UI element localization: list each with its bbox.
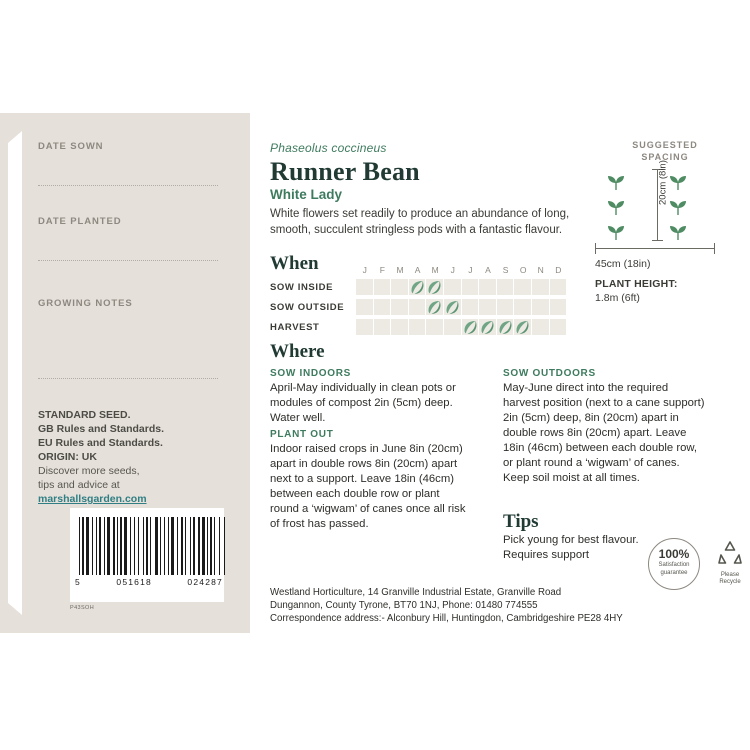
month-letter-1: F [379, 265, 385, 275]
calendar-cell [497, 299, 514, 315]
barcode-product-code: P43SOH [70, 605, 95, 611]
calendar-cell [479, 279, 496, 295]
month-letter-0: J [362, 265, 367, 275]
barcode-bar [92, 517, 93, 575]
plant-height-value: 1.8m (6ft) [595, 292, 640, 304]
legal-origin: ORIGIN: UK [38, 451, 97, 463]
when-heading: When [270, 253, 319, 274]
barcode-bar [168, 517, 169, 575]
vertical-spacing-label: 20cm (8in) [657, 160, 669, 205]
month-letter-3: A [414, 265, 421, 275]
calendar-cell [444, 279, 461, 295]
legal-eu-rules: EU Rules and Standards. [38, 437, 163, 449]
field-line-date-planted [38, 260, 218, 261]
marshalls-website-link[interactable]: marshallsgarden.com [38, 493, 147, 505]
barcode-bars [79, 517, 215, 575]
horizontal-spacing-measure [595, 243, 715, 255]
product-description: White flowers set readily to produce an abundance of long, smooth, succulent stringless pods with a fantastic flavour. [270, 208, 570, 236]
leaf-marker-icon [498, 319, 513, 335]
leaf-marker-icon [427, 299, 442, 315]
sow-indoors-heading: SOW INDOORS [270, 368, 352, 379]
barcode-bar [134, 517, 135, 575]
leaf-marker-icon [480, 319, 495, 335]
recycle-line-1: Please [720, 571, 740, 578]
page-title: Runner Bean [270, 157, 420, 186]
right-panel [250, 113, 750, 633]
guarantee-line-1: Satisfaction [658, 562, 690, 568]
calendar-row-harvest [356, 319, 568, 336]
tips-text: Pick young for best flavour. Requires support [503, 534, 639, 561]
recycle-line-2: Recycle [719, 579, 741, 585]
tips-heading: Tips [503, 511, 539, 532]
legal-discover-1: Discover more seeds, [38, 465, 140, 477]
barcode-bar [124, 517, 127, 575]
calendar-cell [374, 299, 391, 315]
barcode-bar [146, 517, 148, 575]
calendar-cell [444, 299, 461, 315]
barcode-bar [171, 517, 174, 575]
month-letter-5: J [450, 265, 455, 275]
barcode-bar [160, 517, 161, 575]
barcode-bar [113, 517, 115, 575]
calendar-cell [409, 279, 426, 295]
plant-out-text: Indoor raised crops in June 8in (20cm) apart in double rows 8in (20cm) apart next to a support. Leave 18in (46cm) between each double row or plant round a ‘wigwam’ of canes once all risk of frost has passed. [270, 443, 466, 530]
calendar-cell [532, 279, 549, 295]
calendar-cell [514, 279, 531, 295]
horizontal-measure-cap-left [595, 243, 596, 254]
leaf-marker-icon [427, 279, 442, 295]
barcode-bar [224, 517, 225, 575]
recycle-badge [706, 538, 750, 587]
barcode-bar [82, 517, 84, 575]
month-letter-11: D [555, 265, 562, 275]
spacing-heading-line1: SUGGESTED [632, 140, 698, 150]
plant-out-heading: PLANT OUT [270, 429, 334, 440]
barcode-bar [210, 517, 212, 575]
barcode-bar [214, 517, 215, 575]
calendar-cell [426, 319, 443, 335]
calendar-cell [391, 279, 408, 295]
barcode-bar [138, 517, 139, 575]
calendar-cell [479, 319, 496, 335]
barcode-bar [219, 517, 220, 575]
left-panel [0, 113, 250, 633]
panel-notch-shape [0, 113, 22, 633]
calendar-cell [462, 319, 479, 335]
barcode-bar [107, 517, 110, 575]
barcode-bar [117, 517, 118, 575]
barcode [70, 508, 224, 602]
field-label-date-planted: DATE PLANTED [38, 216, 122, 227]
recycle-icon [715, 538, 745, 568]
footer-line-2: Dungannon, County Tyrone, BT70 1NJ, Phone: 01480 774555 [270, 600, 538, 611]
horizontal-spacing-label: 45cm (18in) [595, 258, 651, 270]
month-letter-6: J [468, 265, 473, 275]
legal-standard-seed: STANDARD SEED. [38, 409, 131, 421]
calendar-cell [426, 279, 443, 295]
legal-block [38, 408, 228, 506]
barcode-bar [79, 517, 80, 575]
barcode-bar [155, 517, 158, 575]
barcode-bar [143, 517, 144, 575]
row-label-harvest: HARVEST [270, 322, 320, 333]
calendar-cell [550, 319, 567, 335]
field-line-date-sown [38, 185, 218, 186]
calendar-cell [462, 279, 479, 295]
barcode-bar [99, 517, 101, 575]
leaf-marker-icon [445, 299, 460, 315]
legal-gb-rules: GB Rules and Standards. [38, 423, 165, 435]
guarantee-percent: 100% [658, 547, 690, 561]
calendar-cell [532, 299, 549, 315]
sow-indoors-text: April-May individually in clean pots or modules of compost 2in (5cm) deep. Water well. [270, 382, 456, 424]
calendar-cell [514, 319, 531, 335]
field-line-growing-notes [38, 378, 218, 379]
horizontal-measure-line [595, 248, 715, 249]
month-letter-2: M [396, 265, 404, 275]
spacing-heading-line2: SPACING [641, 152, 689, 162]
vertical-measure-cap-bottom [652, 240, 663, 241]
calendar-cell [444, 319, 461, 335]
legal-discover-2: tips and advice at [38, 479, 120, 491]
calendar-cell [514, 299, 531, 315]
field-label-growing-notes: GROWING NOTES [38, 298, 133, 309]
calendar-cell [356, 319, 373, 335]
row-label-sow-inside: SOW INSIDE [270, 282, 334, 293]
calendar-cell [391, 299, 408, 315]
calendar-cell [497, 279, 514, 295]
month-letter-8: S [502, 265, 509, 275]
barcode-bar [181, 517, 183, 575]
calendar-cell [462, 299, 479, 315]
barcode-bar [193, 517, 195, 575]
sow-outdoors-text: May-June direct into the required harvest position (next to a cane support) 2in (5cm) deep, 8in (20cm) apart in double rows 8in (20cm) apart. Leave 18in (46cm) between each double row, or plant round a ‘wigwam’ of canes. Keep soil moist at all times. [503, 382, 705, 484]
calendar-cell [374, 279, 391, 295]
calendar-cell [497, 319, 514, 335]
month-letter-row [356, 265, 568, 275]
where-heading: Where [270, 341, 325, 362]
month-letter-10: N [537, 265, 544, 275]
barcode-bar [207, 517, 208, 575]
seed-packet [0, 113, 750, 633]
calendar-cell [356, 299, 373, 315]
barcode-bar [202, 517, 205, 575]
calendar-cell [391, 319, 408, 335]
month-letter-7: A [485, 265, 491, 275]
barcode-bar [130, 517, 131, 575]
calendar-cell [479, 299, 496, 315]
calendar-cell [374, 319, 391, 335]
calendar-cell [409, 299, 426, 315]
leaf-marker-icon [515, 319, 530, 335]
sow-outdoors-heading: SOW OUTDOORS [503, 368, 596, 379]
leaf-marker-icon [410, 279, 425, 295]
calendar-row-sow-outside [356, 299, 568, 316]
calendar-row-sow-inside [356, 279, 568, 296]
barcode-bar [177, 517, 178, 575]
calendar-cell [426, 299, 443, 315]
barcode-bar [198, 517, 200, 575]
row-label-sow-outside: SOW OUTSIDE [270, 302, 345, 313]
barcode-group-2: 024287 [187, 577, 223, 587]
calendar-cell [532, 319, 549, 335]
month-letter-4: M [431, 265, 439, 275]
calendar-cell [409, 319, 426, 335]
plant-height-label: PLANT HEIGHT: [595, 278, 678, 290]
plant-height-block [595, 277, 678, 305]
barcode-bar [190, 517, 191, 575]
barcode-bar [104, 517, 105, 575]
calendar-cell [356, 279, 373, 295]
vertical-spacing-measure [650, 160, 680, 241]
barcode-bar [96, 517, 97, 575]
month-letter-9: O [519, 265, 527, 275]
calendar-cell [550, 279, 567, 295]
manufacturer-footer [270, 586, 730, 625]
satisfaction-guarantee-badge [648, 538, 700, 590]
footer-line-1: Westland Horticulture, 14 Granville Industrial Estate, Granville Road [270, 587, 562, 598]
calendar-cell [550, 299, 567, 315]
leaf-marker-icon [463, 319, 478, 335]
barcode-digits [75, 577, 223, 587]
barcode-left-digit: 5 [75, 577, 81, 587]
barcode-bar [86, 517, 89, 575]
field-label-date-sown: DATE SOWN [38, 141, 104, 152]
horizontal-measure-cap-right [714, 243, 715, 254]
barcode-bar [164, 517, 165, 575]
latin-name: Phaseolus coccineus [270, 141, 387, 155]
barcode-bar [120, 517, 122, 575]
variety-name: White Lady [270, 187, 343, 202]
footer-line-3: Correspondence address:- Alconbury Hill, Huntingdon, Cambridgeshire PE28 4HY [270, 613, 623, 624]
barcode-bar [150, 517, 151, 575]
barcode-bar [185, 517, 186, 575]
panel-notch [0, 113, 22, 633]
barcode-group-1: 051618 [116, 577, 152, 587]
guarantee-line-2: guarantee [660, 570, 688, 576]
